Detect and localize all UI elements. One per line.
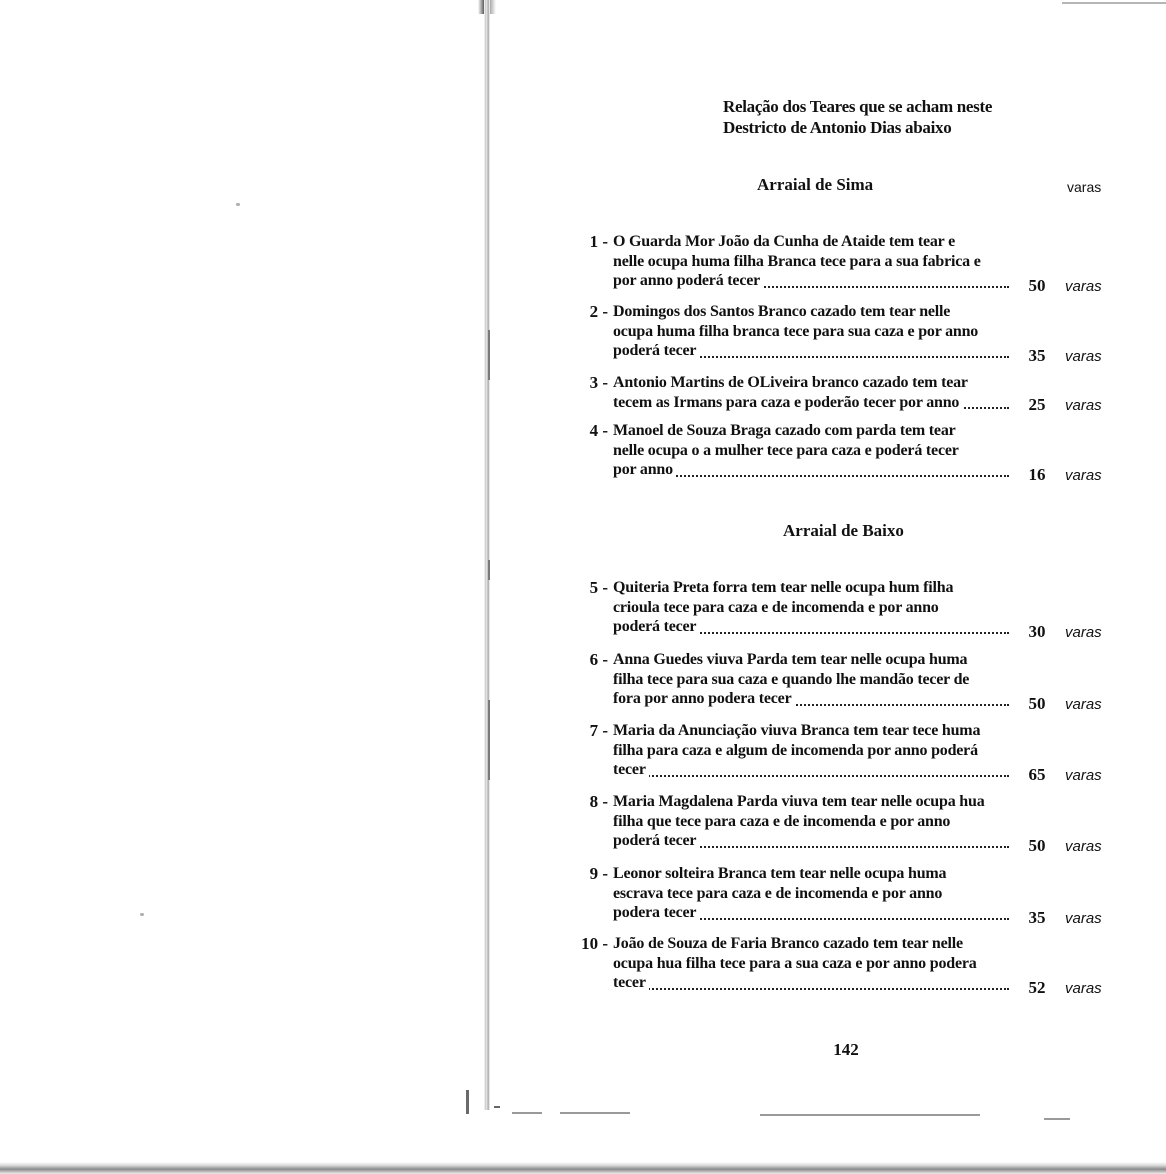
entry-unit: varas <box>1065 278 1102 295</box>
scan-speck <box>236 203 240 206</box>
entry-line: Maria da Anunciação viuva Branca tem tear tece huma <box>613 722 981 739</box>
entry-value: 35 <box>1028 346 1046 365</box>
entry-unit: varas <box>1065 348 1102 365</box>
scan-edge-line <box>1062 2 1166 4</box>
entry-line: Domingos dos Santos Branco cazado tem tear nelle <box>613 303 951 320</box>
scan-speck <box>140 913 144 916</box>
scan-dash <box>512 1112 542 1114</box>
entry-line: Anna Guedes viuva Parda tem tear nelle ocupa huma <box>613 651 968 668</box>
entry-unit: varas <box>1065 467 1102 484</box>
entry-value: 30 <box>1028 622 1046 641</box>
entry-number: 7 - <box>589 721 608 740</box>
list-item <box>560 650 1120 718</box>
scan-bottom-edge <box>0 1162 1166 1174</box>
list-item <box>560 934 1120 1002</box>
entry-value: 50 <box>1028 694 1046 713</box>
entry-line: Maria Magdalena Parda viuva tem tear nelle ocupa hua <box>613 793 985 810</box>
entry-number: 6 - <box>589 650 608 669</box>
entry-unit: varas <box>1065 980 1102 997</box>
scan-dash <box>1044 1118 1070 1120</box>
entry-line: nelle ocupa o a mulher tece para caza e poderá tecer <box>613 441 959 459</box>
entry-line-last: poderá tecer <box>613 617 1009 637</box>
entry-line-last: podera tecer <box>613 903 1009 923</box>
entry-text <box>613 373 1009 412</box>
entry-number: 8 - <box>589 792 608 811</box>
entry-line: ocupa hua filha tece para a sua caza e por anno podera <box>613 954 977 972</box>
entry-text <box>613 302 1009 361</box>
entry-line-last: fora por anno podera tecer <box>613 689 1009 709</box>
entry-text <box>613 721 1009 780</box>
gutter-mark <box>488 700 490 780</box>
entry-text <box>613 578 1009 637</box>
entry-line-last: tecer <box>613 973 1009 993</box>
page-number: 142 <box>833 1040 859 1059</box>
entry-line: filha que tece para caza e de incomenda e por anno <box>613 812 951 830</box>
gutter-mark <box>488 330 490 380</box>
list-item <box>560 578 1120 646</box>
entry-line: ocupa huma filha branca tece para sua caza e por anno <box>613 322 979 340</box>
entry-number: 4 - <box>589 421 608 440</box>
entry-text <box>613 934 1009 993</box>
entry-value: 52 <box>1028 978 1046 997</box>
unit-column-header: varas <box>1067 179 1102 195</box>
entry-line-last: por anno poderá tecer <box>613 271 1009 291</box>
entry-unit: varas <box>1065 838 1102 855</box>
entry-line-last: tecer <box>613 760 1009 780</box>
entry-line: escrava tece para caza e de incomenda e por anno <box>613 884 943 902</box>
entry-text <box>613 792 1009 851</box>
entry-text <box>613 232 1009 291</box>
dot-leader <box>613 988 1009 990</box>
entry-line-last: tecem as Irmans para caza e poderão tecer por anno <box>613 393 1009 413</box>
entry-number: 3 - <box>589 373 608 392</box>
entry-value: 50 <box>1028 276 1046 295</box>
dot-leader <box>613 775 1009 777</box>
section-heading-baixo: Arraial de Baixo <box>783 521 904 540</box>
entry-number: 1 - <box>589 232 608 251</box>
entry-value: 65 <box>1028 765 1046 784</box>
list-item <box>560 302 1120 370</box>
entry-value: 16 <box>1028 465 1046 484</box>
entry-line: Leonor solteira Branca tem tear nelle ocupa huma <box>613 865 947 882</box>
book-gutter <box>484 0 490 1110</box>
entry-line: nelle ocupa huma filha Branca tece para a sua fabrica e <box>613 252 981 270</box>
gutter-mark <box>488 560 490 580</box>
entry-unit: varas <box>1065 624 1102 641</box>
title-line: Destricto de Antonio Dias abaixo <box>723 118 952 137</box>
entry-line: filha para caza e algum de incomenda por anno poderá <box>613 741 978 759</box>
entry-text <box>613 421 1009 480</box>
entry-unit: varas <box>1065 696 1102 713</box>
scan-dash <box>760 1114 980 1116</box>
entry-line: Antonio Martins de OLiveira branco cazado tem tear <box>613 374 968 391</box>
entry-value: 25 <box>1028 395 1046 414</box>
entry-line-last: poderá tecer <box>613 341 1009 361</box>
title-line: Relação dos Teares que se acham neste <box>723 97 993 116</box>
list-item <box>560 232 1120 300</box>
entry-line: Manoel de Souza Braga cazado com parda tem tear <box>613 422 956 439</box>
entry-line: crioula tece para caza e de incomenda e por anno <box>613 598 939 616</box>
entry-text <box>613 650 1009 709</box>
list-item <box>560 721 1120 789</box>
entry-line: Quiteria Preta forra tem tear nelle ocupa hum filha <box>613 579 954 596</box>
entry-number: 9 - <box>589 864 608 883</box>
entry-number: 10 - <box>581 934 608 953</box>
list-item <box>560 421 1120 489</box>
document-title <box>723 96 992 138</box>
entry-value: 50 <box>1028 836 1046 855</box>
scan-mark <box>466 1090 469 1114</box>
entry-number: 5 - <box>589 578 608 597</box>
scan-dash <box>560 1112 630 1114</box>
entry-line-last: poderá tecer <box>613 831 1009 851</box>
entry-text <box>613 864 1009 923</box>
entry-value: 35 <box>1028 908 1046 927</box>
entry-line-last: por anno <box>613 460 1009 480</box>
section-heading-sima: Arraial de Sima <box>757 175 874 194</box>
entry-unit: varas <box>1065 910 1102 927</box>
entry-unit: varas <box>1065 397 1102 414</box>
entry-number: 2 - <box>589 302 608 321</box>
entry-line: João de Souza de Faria Branco cazado tem tear nelle <box>613 935 963 952</box>
scan-dash <box>494 1106 500 1108</box>
entry-unit: varas <box>1065 767 1102 784</box>
list-item <box>560 864 1120 932</box>
list-item <box>560 792 1120 860</box>
entry-line: filha tece para sua caza e quando lhe mandão tecer de <box>613 670 970 688</box>
entry-line: O Guarda Mor João da Cunha de Ataide tem tear e <box>613 233 955 250</box>
